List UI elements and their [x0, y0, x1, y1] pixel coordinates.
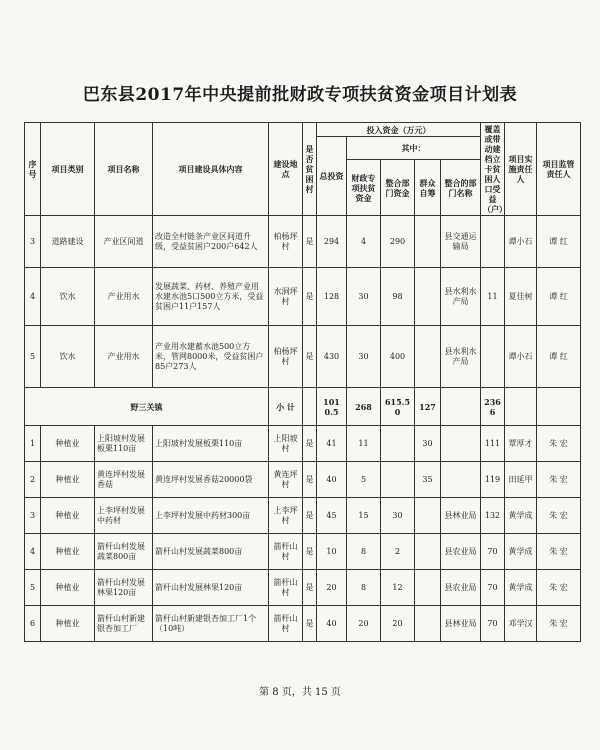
cell-total: 294 — [317, 216, 347, 268]
cell-benef — [481, 326, 505, 388]
cell-seq: 4 — [25, 534, 41, 570]
cell-seq: 5 — [25, 570, 41, 606]
cell-fiscal: 8 — [347, 570, 381, 606]
cell-seq: 2 — [25, 462, 41, 498]
project-plan-table — [24, 122, 581, 642]
cell-category: 饮水 — [41, 268, 95, 326]
header-location: 建设地点 — [269, 123, 303, 216]
cell-self: 35 — [415, 462, 441, 498]
cell-exec: 邓学汉 — [505, 606, 537, 642]
cell-dept — [441, 462, 481, 498]
table-body-bottom — [25, 426, 581, 642]
cell-total: 10 — [317, 534, 347, 570]
cell-fiscal: 15 — [347, 498, 381, 534]
cell-self — [415, 216, 441, 268]
cell-exec: 谭小石 — [505, 326, 537, 388]
section-total: 1010.5 — [317, 388, 347, 426]
cell-content: 箭杆山村发展蔬菜800亩 — [153, 534, 269, 570]
cell-fiscal: 30 — [347, 268, 381, 326]
cell-sup: 朱 宏 — [537, 426, 581, 462]
cell-name: 箭杆山村新建银杏加工厂 — [95, 606, 153, 642]
cell-location: 柏杨坪村 — [269, 326, 303, 388]
cell-sup: 谭 红 — [537, 268, 581, 326]
cell-location: 箭杆山村 — [269, 570, 303, 606]
cell-poor: 是 — [303, 268, 317, 326]
cell-exec: 田延甲 — [505, 462, 537, 498]
table-row — [25, 498, 581, 534]
header-fiscal: 财政专项扶贫资金 — [347, 160, 381, 216]
cell-sup: 朱 宏 — [537, 498, 581, 534]
cell-poor: 是 — [303, 606, 317, 642]
cell-content: 箭杆山村发展林果120亩 — [153, 570, 269, 606]
cell-benef: 70 — [481, 534, 505, 570]
cell-sup: 朱 宏 — [537, 570, 581, 606]
cell-content: 发展蔬菜、药材、养殖产业用水建水池5口500立方米，受益贫困户11户157人 — [153, 268, 269, 326]
table-row — [25, 426, 581, 462]
cell-self — [415, 268, 441, 326]
cell-name: 产业用水 — [95, 326, 153, 388]
cell-seq: 5 — [25, 326, 41, 388]
cell-dept: 县水利水产局 — [441, 268, 481, 326]
cell-fiscal: 20 — [347, 606, 381, 642]
cell-name: 黄连坪村发展香菇 — [95, 462, 153, 498]
cell-fiscal: 4 — [347, 216, 381, 268]
page-footer: 第 8 页，共 15 页 — [259, 687, 341, 698]
cell-exec: 黄学成 — [505, 534, 537, 570]
cell-seq: 1 — [25, 426, 41, 462]
section-sup-empty — [537, 388, 581, 426]
cell-exec: 黄学成 — [505, 570, 537, 606]
cell-total: 45 — [317, 498, 347, 534]
cell-category: 饮水 — [41, 326, 95, 388]
cell-exec: 覃厚才 — [505, 426, 537, 462]
header-supervisor: 项目监管责任人 — [537, 123, 581, 216]
cell-location: 上阳坡村 — [269, 426, 303, 462]
cell-poor: 是 — [303, 426, 317, 462]
cell-exec: 谭小石 — [505, 216, 537, 268]
cell-category: 种植业 — [41, 462, 95, 498]
cell-content: 上李坪村发展中药材300亩 — [153, 498, 269, 534]
cell-name: 上阳坡村发展板栗110亩 — [95, 426, 153, 462]
section-self: 127 — [415, 388, 441, 426]
cell-name: 产业用水 — [95, 268, 153, 326]
cell-total: 430 — [317, 326, 347, 388]
cell-sup: 谭 红 — [537, 326, 581, 388]
section-name: 野三关镇 — [25, 388, 269, 426]
cell-fiscal: 8 — [347, 534, 381, 570]
section-benef: 2366 — [481, 388, 505, 426]
cell-total: 41 — [317, 426, 347, 462]
header-poor-village: 是否贫困村 — [303, 123, 317, 216]
section-subtotal-row — [25, 388, 581, 426]
header-total: 总投资 — [317, 137, 347, 216]
page-title: 巴东县2017年中央提前批财政专项扶贫资金项目计划表 — [82, 85, 518, 105]
table-row — [25, 326, 581, 388]
table-body-top — [25, 216, 581, 426]
cell-content: 箭杆山村新建银杏加工厂1个（10吨） — [153, 606, 269, 642]
cell-category: 种植业 — [41, 426, 95, 462]
cell-location: 黄连坪村 — [269, 462, 303, 498]
cell-dept: 县林业局 — [441, 498, 481, 534]
header-exec-person: 项目实施责任人 — [505, 123, 537, 216]
cell-integrated: 400 — [381, 326, 415, 388]
cell-location: 柏杨坪村 — [269, 216, 303, 268]
cell-benef: 119 — [481, 462, 505, 498]
cell-name: 箭杆山村发展林果120亩 — [95, 570, 153, 606]
cell-benef: 132 — [481, 498, 505, 534]
section-subtotal-label: 小 计 — [269, 388, 303, 426]
table-row — [25, 216, 581, 268]
cell-integrated — [381, 426, 415, 462]
cell-benef — [481, 216, 505, 268]
cell-dept: 县交通运输局 — [441, 216, 481, 268]
cell-category: 种植业 — [41, 606, 95, 642]
cell-integrated: 12 — [381, 570, 415, 606]
cell-poor: 是 — [303, 216, 317, 268]
section-integrated: 615.50 — [381, 388, 415, 426]
cell-integrated: 290 — [381, 216, 415, 268]
cell-dept: 县林业局 — [441, 606, 481, 642]
cell-content: 改造全村链条产业区间道升级，受益贫困户200户642人 — [153, 216, 269, 268]
cell-integrated: 98 — [381, 268, 415, 326]
header-of-which: 其中： — [347, 137, 481, 160]
header-integrated: 整合部门资金 — [381, 160, 415, 216]
header-name: 项目名称 — [95, 123, 153, 216]
cell-dept — [441, 426, 481, 462]
cell-poor: 是 — [303, 326, 317, 388]
cell-self — [415, 498, 441, 534]
cell-self — [415, 534, 441, 570]
header-seq: 序号 — [25, 123, 41, 216]
cell-content: 黄连坪村发展香菇20000袋 — [153, 462, 269, 498]
cell-sup: 朱 宏 — [537, 534, 581, 570]
header-beneficiaries: 覆盖或带动建档立卡贫困人口受益（户） — [481, 123, 505, 216]
cell-content: 产业用水建蓄水池500立方米，管网8000米，受益贫困户85户273人 — [153, 326, 269, 388]
table-row — [25, 534, 581, 570]
section-fiscal: 268 — [347, 388, 381, 426]
cell-dept: 县农业局 — [441, 534, 481, 570]
cell-poor: 是 — [303, 498, 317, 534]
cell-category: 种植业 — [41, 498, 95, 534]
header-self: 群众自筹 — [415, 160, 441, 216]
header-category: 项目类别 — [41, 123, 95, 216]
table-row — [25, 570, 581, 606]
section-poor-empty — [303, 388, 317, 426]
cell-seq: 4 — [25, 268, 41, 326]
header-content: 项目建设具体内容 — [153, 123, 269, 216]
cell-category: 道路建设 — [41, 216, 95, 268]
cell-fiscal: 5 — [347, 462, 381, 498]
cell-integrated: 20 — [381, 606, 415, 642]
cell-benef: 70 — [481, 606, 505, 642]
cell-sup: 谭 红 — [537, 216, 581, 268]
table-row — [25, 268, 581, 326]
cell-seq: 3 — [25, 498, 41, 534]
cell-content: 上阳坡村发展板栗110亩 — [153, 426, 269, 462]
cell-fiscal: 11 — [347, 426, 381, 462]
cell-self — [415, 570, 441, 606]
cell-exec: 夏佳树 — [505, 268, 537, 326]
cell-integrated: 30 — [381, 498, 415, 534]
cell-sup: 朱 宏 — [537, 462, 581, 498]
cell-total: 128 — [317, 268, 347, 326]
cell-name: 产业区间道 — [95, 216, 153, 268]
cell-location: 水洞坪村 — [269, 268, 303, 326]
cell-poor: 是 — [303, 462, 317, 498]
cell-seq: 6 — [25, 606, 41, 642]
cell-total: 40 — [317, 462, 347, 498]
cell-name: 上李坪村发展中药材 — [95, 498, 153, 534]
cell-total: 40 — [317, 606, 347, 642]
cell-dept: 县水利水产局 — [441, 326, 481, 388]
header-dept-name: 整合的部门名称 — [441, 160, 481, 216]
cell-total: 20 — [317, 570, 347, 606]
cell-poor: 是 — [303, 570, 317, 606]
cell-exec: 黄学成 — [505, 498, 537, 534]
cell-location: 上李坪村 — [269, 498, 303, 534]
cell-dept: 县农业局 — [441, 570, 481, 606]
cell-name: 箭杆山村发展蔬菜800亩 — [95, 534, 153, 570]
header-investment: 投入资金（万元） — [317, 123, 481, 137]
cell-fiscal: 30 — [347, 326, 381, 388]
cell-self: 30 — [415, 426, 441, 462]
cell-integrated — [381, 462, 415, 498]
cell-sup: 朱 宏 — [537, 606, 581, 642]
cell-location: 箭杆山村 — [269, 534, 303, 570]
cell-benef: 70 — [481, 570, 505, 606]
section-dept-empty — [441, 388, 481, 426]
table-row — [25, 606, 581, 642]
cell-benef: 11 — [481, 268, 505, 326]
cell-self — [415, 606, 441, 642]
cell-benef: 111 — [481, 426, 505, 462]
cell-integrated: 2 — [381, 534, 415, 570]
cell-location: 箭杆山村 — [269, 606, 303, 642]
cell-self — [415, 326, 441, 388]
table-row — [25, 462, 581, 498]
section-exec-empty — [505, 388, 537, 426]
cell-poor: 是 — [303, 534, 317, 570]
cell-seq: 3 — [25, 216, 41, 268]
cell-category: 种植业 — [41, 570, 95, 606]
cell-category: 种植业 — [41, 534, 95, 570]
